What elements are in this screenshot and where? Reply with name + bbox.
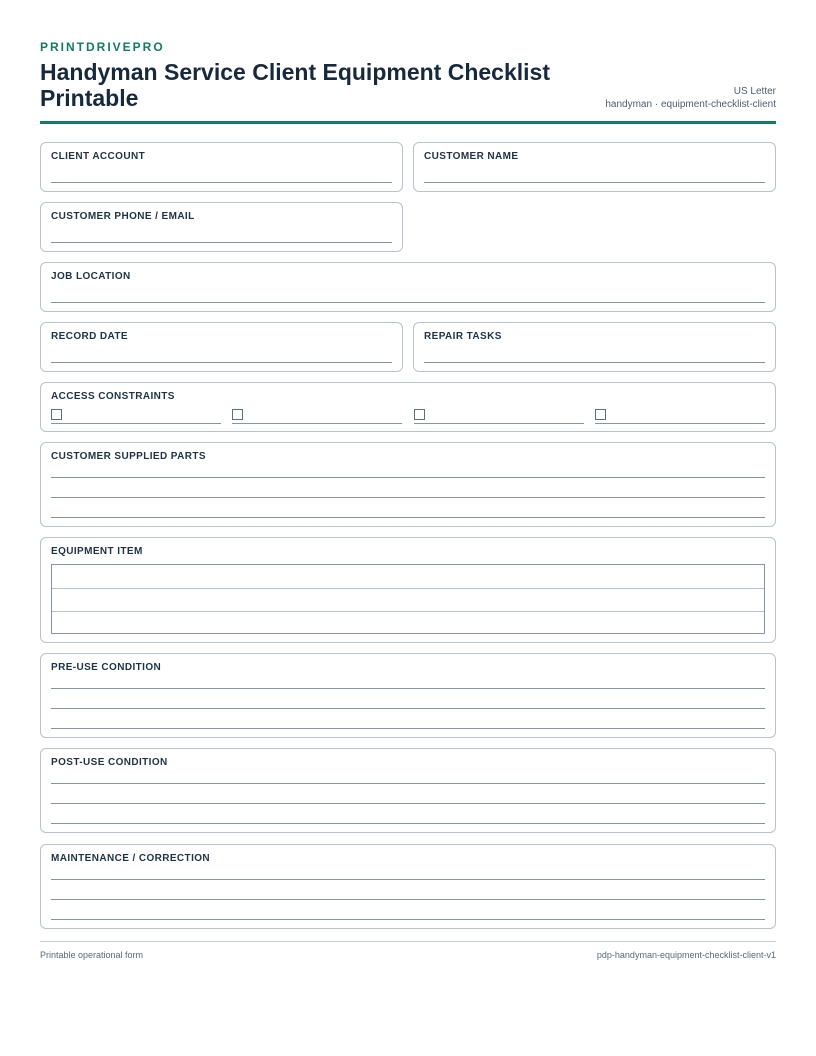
customer-name-field[interactable] <box>413 142 776 192</box>
access-option-3[interactable] <box>414 409 584 425</box>
equipment-item-field <box>40 537 776 643</box>
record-date-field[interactable] <box>40 322 403 372</box>
access-option-4[interactable] <box>595 409 765 425</box>
option-line[interactable] <box>595 423 765 424</box>
writing-line[interactable] <box>51 919 765 920</box>
writing-line[interactable] <box>51 823 765 824</box>
checkbox[interactable] <box>232 409 243 420</box>
writing-line[interactable] <box>51 899 765 900</box>
form-slug: handyman · equipment-checklist-client <box>605 99 776 110</box>
checkbox[interactable] <box>51 409 62 420</box>
pre-use-condition-label: PRE-USE CONDITION <box>51 662 162 673</box>
brand-name: PRINTDRIVEPRO <box>40 40 165 54</box>
writing-line[interactable] <box>51 879 765 880</box>
customer-phone-email-field[interactable] <box>40 202 403 252</box>
writing-line[interactable] <box>51 497 765 498</box>
option-line[interactable] <box>51 423 221 424</box>
paper-size: US Letter <box>733 86 776 97</box>
access-option-1[interactable] <box>51 409 221 425</box>
record-date-line[interactable] <box>51 362 392 363</box>
repair-tasks-field[interactable] <box>413 322 776 372</box>
record-date-label: RECORD DATE <box>51 331 128 342</box>
form-id: pdp-handyman-equipment-checklist-client-v1 <box>596 950 776 960</box>
footer-note: Printable operational form <box>40 950 144 960</box>
maintenance-correction-field[interactable] <box>40 844 776 929</box>
pre-use-condition-field[interactable] <box>40 653 776 738</box>
repair-tasks-label: REPAIR TASKS <box>424 331 502 342</box>
client-account-label: CLIENT ACCOUNT <box>51 151 146 162</box>
page-meta <box>605 85 776 111</box>
customer-phone-email-line[interactable] <box>51 242 392 243</box>
writing-line[interactable] <box>51 728 765 729</box>
writing-line[interactable] <box>51 803 765 804</box>
writing-line[interactable] <box>51 477 765 478</box>
writing-line[interactable] <box>51 783 765 784</box>
client-account-line[interactable] <box>51 182 392 183</box>
access-constraints-field <box>40 382 776 432</box>
header-rule <box>40 121 776 124</box>
post-use-condition-field[interactable] <box>40 748 776 833</box>
customer-name-label: CUSTOMER NAME <box>424 151 519 162</box>
checkbox[interactable] <box>595 409 606 420</box>
access-option-2[interactable] <box>232 409 402 425</box>
option-line[interactable] <box>414 423 584 424</box>
post-use-condition-label: POST-USE CONDITION <box>51 757 168 768</box>
table-row[interactable] <box>52 588 764 589</box>
page-title: Handyman Service Client Equipment Checklist Printable <box>40 59 550 111</box>
job-location-line[interactable] <box>51 302 765 303</box>
writing-line[interactable] <box>51 517 765 518</box>
table-row[interactable] <box>52 611 764 612</box>
writing-line[interactable] <box>51 708 765 709</box>
access-constraints-label: ACCESS CONSTRAINTS <box>51 391 175 402</box>
repair-tasks-line[interactable] <box>424 362 765 363</box>
equipment-item-label: EQUIPMENT ITEM <box>51 546 143 557</box>
option-line[interactable] <box>232 423 402 424</box>
customer-supplied-parts-field[interactable] <box>40 442 776 527</box>
checkbox[interactable] <box>414 409 425 420</box>
client-account-field[interactable] <box>40 142 403 192</box>
customer-phone-email-label: CUSTOMER PHONE / EMAIL <box>51 211 195 222</box>
maintenance-correction-label: MAINTENANCE / CORRECTION <box>51 853 211 864</box>
job-location-field[interactable] <box>40 262 776 312</box>
equipment-table <box>51 564 765 634</box>
customer-name-line[interactable] <box>424 182 765 183</box>
writing-line[interactable] <box>51 688 765 689</box>
job-location-label: JOB LOCATION <box>51 271 131 282</box>
footer-rule <box>40 941 776 942</box>
customer-supplied-parts-label: CUSTOMER SUPPLIED PARTS <box>51 451 206 462</box>
